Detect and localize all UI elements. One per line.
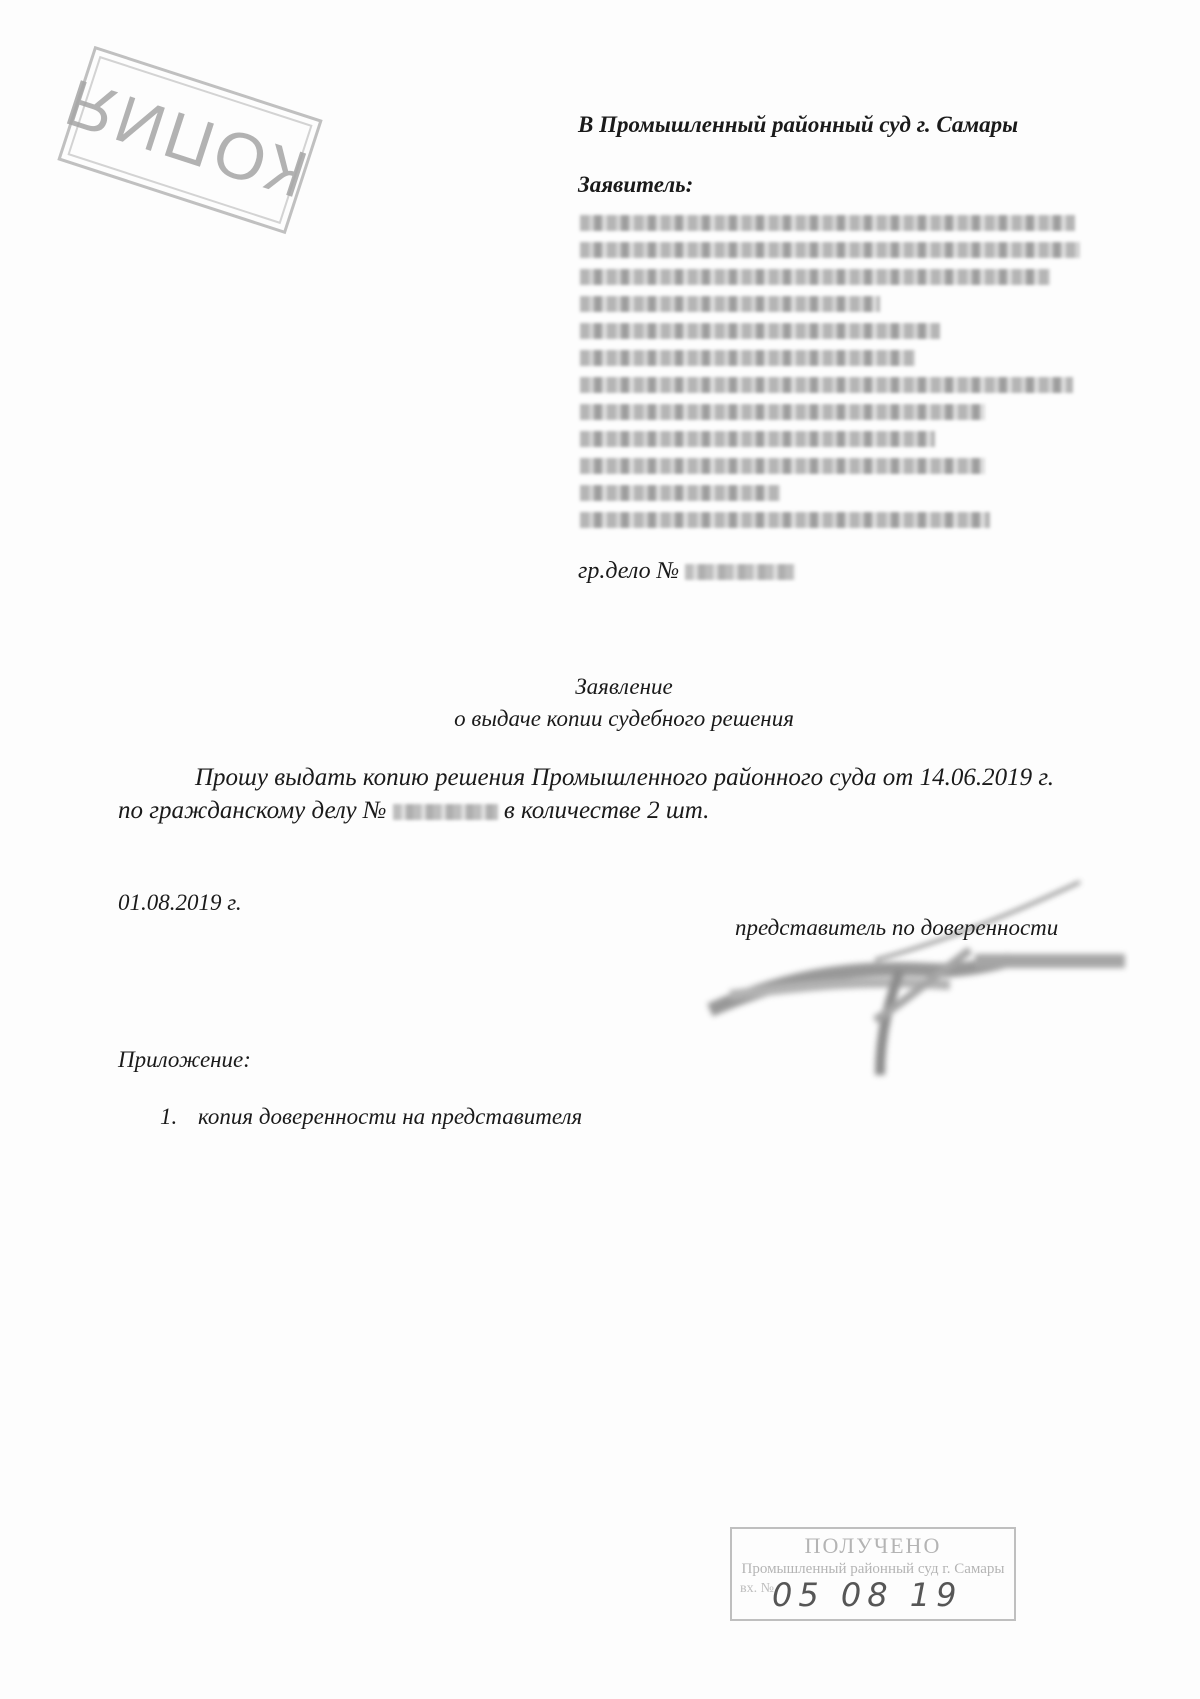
- received-stamp-number-label: вх. №: [740, 1581, 774, 1596]
- redacted-line: [580, 323, 940, 339]
- case-number-label: гр.дело №: [578, 558, 680, 584]
- case-number-line: [578, 558, 795, 585]
- redacted-line: [580, 404, 985, 420]
- redacted-signer-name: [975, 954, 1125, 968]
- redacted-line: [580, 296, 880, 312]
- redacted-line: [580, 485, 780, 501]
- received-stamp: [730, 1527, 1016, 1621]
- request-case-prefix: по гражданскому делу №: [118, 797, 387, 824]
- redacted-line: [580, 377, 1073, 393]
- representative-label: представитель по доверенности: [735, 915, 1059, 940]
- document-title-line2: о выдаче копии судебного решения: [454, 706, 794, 731]
- redacted-case-number: [393, 804, 498, 820]
- appendix-item-number: 1.: [160, 1104, 178, 1129]
- appendix-label: Приложение:: [118, 1047, 251, 1072]
- received-stamp-date: 05 08 19: [772, 1576, 963, 1614]
- signature-stroke: [875, 882, 1080, 960]
- applicant-label: Заявитель:: [578, 172, 694, 197]
- document-title-line1: Заявление: [575, 674, 673, 699]
- redacted-case-number: [685, 564, 795, 580]
- document-date: 01.08.2019 г.: [118, 890, 242, 915]
- document-subtitle: [0, 706, 1200, 732]
- request-text-line1: Прошу выдать копию решения Промышленного районного суда от 14.06.2019 г.: [195, 764, 1055, 791]
- document-title: [0, 674, 1200, 700]
- appendix-item: [160, 1104, 582, 1130]
- redacted-line: [580, 512, 990, 528]
- copy-stamp: [53, 46, 322, 234]
- request-quantity: в количестве 2 шт.: [503, 797, 710, 824]
- court-addressee: В Промышленный районный суд г. Самары: [578, 112, 1019, 137]
- redacted-line: [580, 350, 915, 366]
- received-stamp-title: ПОЛУЧЕНО: [804, 1533, 942, 1558]
- redacted-line: [580, 242, 1080, 258]
- redacted-line: [580, 431, 935, 447]
- copy-stamp-text: КОПИЯ: [53, 64, 316, 213]
- redacted-line: [580, 215, 1075, 231]
- redacted-line: [580, 269, 1050, 285]
- redacted-line: [580, 458, 985, 474]
- received-stamp-court: Промышленный районный суд г. Самары: [741, 1561, 1005, 1577]
- appendix-item-text: копия доверенности на представителя: [198, 1104, 583, 1129]
- request-text-line2: [118, 797, 709, 825]
- blurred-signature: [700, 870, 1130, 1090]
